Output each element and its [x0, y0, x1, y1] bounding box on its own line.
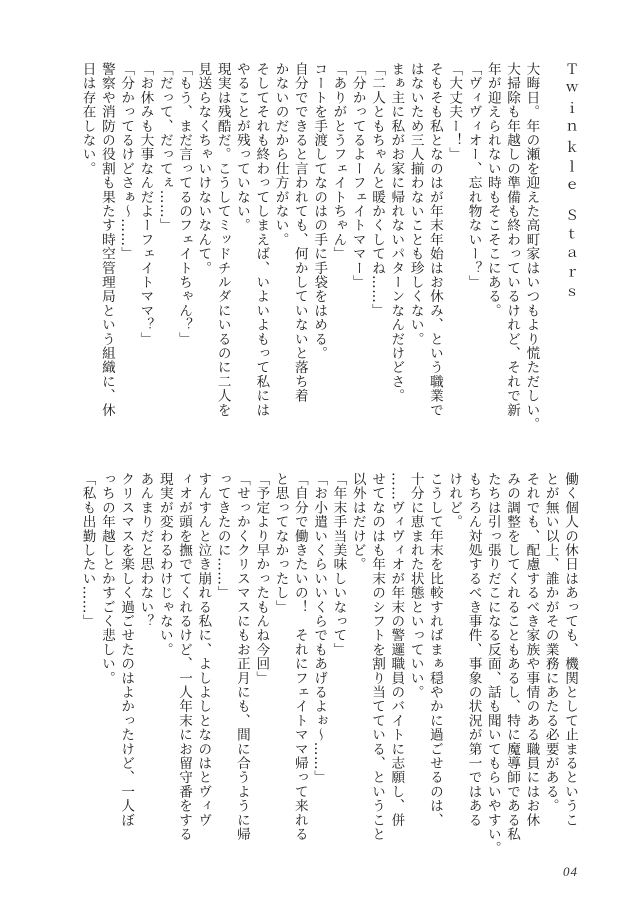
text-line: 「お小遣いくらいいくらでもあげるよぉ～……」 — [311, 472, 328, 785]
page-number: 04 — [563, 864, 578, 879]
text-line: もちろん対処するべき事件、事象の状況が第一ではある — [465, 472, 482, 827]
text-line: 「分かってるよーフェイトママー」 — [349, 62, 366, 290]
text-line: 「自分で働きたいの！ それにフェイトママ帰って来れる — [291, 472, 308, 842]
text-line: 「せっかくクリスマスにもお正月にも、間に合うように帰 — [233, 472, 250, 842]
text-line: ってきたのに……」 — [214, 472, 231, 600]
top-text-block — [77, 62, 579, 434]
text-line: 「ヴィヴィオー、忘れ物ないー？」 — [465, 62, 482, 290]
text-line: 現実が変わるわけじゃない。 — [156, 472, 173, 657]
text-line: ィオが頭を撫でてくれるけど、一人年末にお留守番をする — [176, 472, 193, 842]
text-line: はないため三人揃わないことも珍しくない。 — [407, 62, 424, 346]
text-line: 「分かってるけどさぁ～……」 — [118, 62, 135, 261]
text-line: 大晦日。年の瀬を迎えた高町家はいつもより慌ただしい。 — [523, 62, 540, 432]
text-line: 以外はだけど。 — [349, 472, 366, 572]
text-line: 「ありがとうフェイトちゃん」 — [330, 62, 347, 261]
text-line: 年が迎えられない時もそこそこにある。 — [484, 62, 501, 318]
text-line: 「年末手当美味しいなって」 — [330, 472, 347, 657]
text-line: クリスマスを楽しく過ごせたのはよかったけど、一人ぼ — [118, 472, 135, 827]
text-line: っちの年越しとかすごく悲しい。 — [98, 472, 115, 685]
text-line: こうして年末を比較すればまぁ穏やかに過ごせるのは、 — [426, 472, 443, 827]
bottom-text-block — [77, 472, 579, 856]
title-gap — [540, 62, 559, 434]
text-line: 十分に恵まれた状態といっていい。 — [407, 472, 424, 700]
text-line: かないのだから仕方がない。 — [272, 62, 289, 247]
text-line: 日は存在しない。 — [79, 62, 96, 176]
text-line: そもそも私となのはが年末年始はお休み、という職業で — [426, 62, 443, 417]
text-line: コートを手渡してなのはの手に手袋をはめる。 — [311, 62, 328, 361]
text-line: 自分でできると言われても、何かしていないと落ち着 — [291, 62, 308, 403]
text-line: すんすんと泣き崩れる私に、よしよしとなのはとヴィヴ — [195, 472, 212, 827]
text-line: 「大丈夫ー！」 — [446, 62, 463, 162]
text-line: 「私も出勤したい……」 — [79, 472, 96, 629]
text-line: 大掃除も年越しの準備も終わっているけれど、それで新 — [504, 62, 521, 417]
text-line: それでも、配慮するべき家族や事情のある職員にはお休 — [523, 472, 540, 827]
text-line: 「予定より早かったもんね今回」 — [253, 472, 270, 685]
text-line: 現実は残酷だ。こうしてミッドチルダにいるのに二人を — [214, 62, 231, 417]
text-line: けれど。 — [446, 472, 463, 529]
text-line: せてなのはも年末のシフトを割り当てている、ということ — [369, 472, 386, 842]
text-line: そしてそれも終わってしまえば、いよいよもって私には — [253, 62, 270, 417]
text-line: 「二人ともちゃんと暖かくしてね……」 — [369, 62, 386, 318]
text-line: 働く個人の休日はあっても、機関として止まるというこ — [562, 472, 578, 827]
text-line: みの調整をしてくれることもあるし、特に魔導師である私 — [504, 472, 521, 842]
text-line: とが無い以上、誰かがその業務にあたる必要がある。 — [542, 472, 559, 813]
text-line: ……ヴィヴィオが年末の警邏職員のバイトに志願し、併 — [388, 472, 405, 827]
text-line: 「お休みも大事なんだよーフェイトママ？」 — [137, 62, 154, 346]
text-line: 「もう、まだ言ってるのフェイトちゃん？」 — [176, 62, 193, 346]
text-line: あんまりだと思わない？ — [137, 472, 154, 629]
text-line: 見送らなくちゃいけないなんて。 — [195, 62, 212, 275]
text-line: まぁ主に私がお家に帰れないパターンなんだけどさ。 — [388, 62, 405, 403]
text-line: やることが残っていない。 — [233, 62, 250, 233]
text-line: たちは引っ張りだこになる反面、話も聞いてもらいやすい。 — [484, 472, 501, 856]
text-line: 「だって、だってぇ……」 — [156, 62, 173, 233]
text-line: と思ってなかったし」 — [272, 472, 289, 614]
text-line: 警察や消防の役割も果たす時空管理局という組織に、休 — [98, 62, 115, 417]
story-title: Ｔｗｉｎｋｌｅ Ｓｔａｒｓ — [562, 62, 578, 305]
